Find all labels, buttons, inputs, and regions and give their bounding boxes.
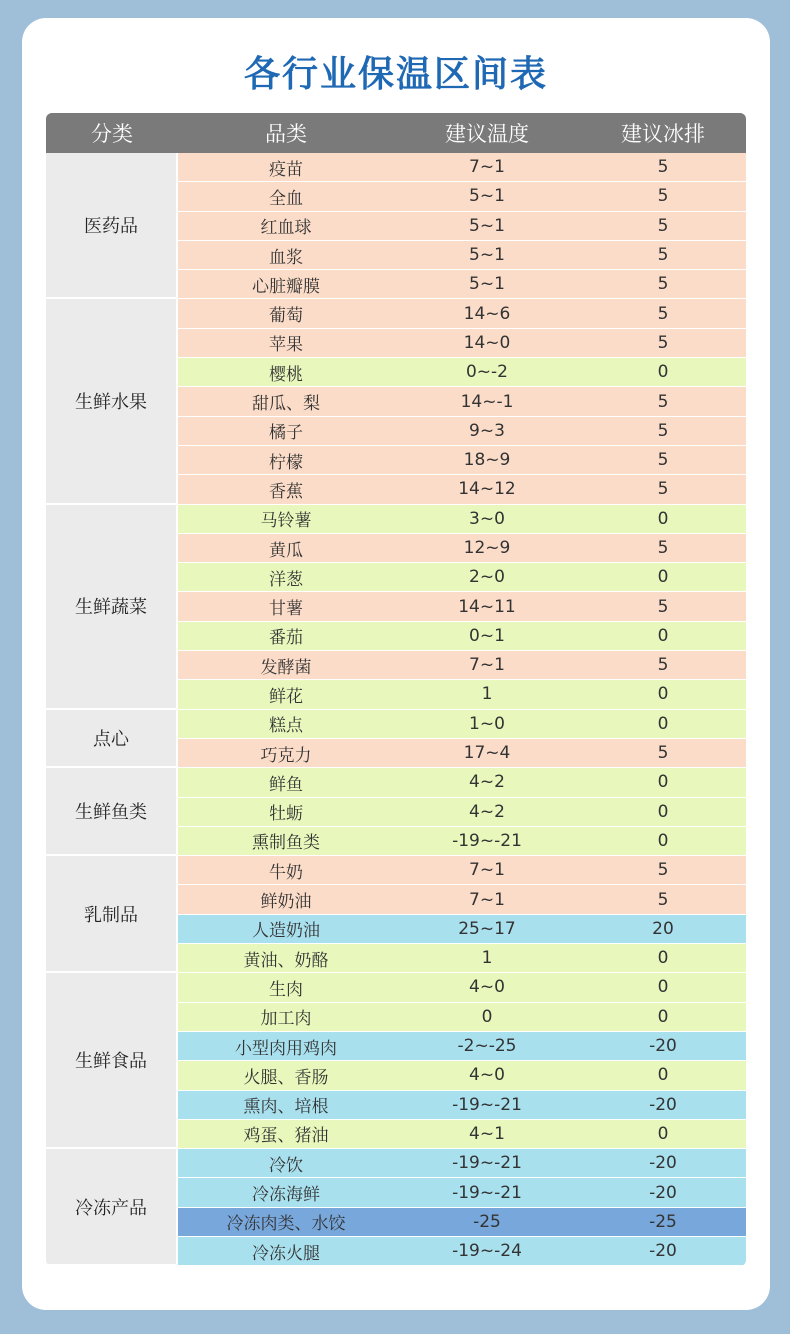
ice-pack-cell: 5 [580,739,746,768]
item-cell: 洋葱 [178,563,394,592]
table-row [46,973,746,1002]
temperature-cell: 14~12 [394,475,580,504]
header-category: 分类 [46,113,178,153]
category-cell: 点心 [46,710,178,769]
item-cell: 冷冻海鲜 [178,1178,394,1207]
temperature-cell: 7~1 [394,153,580,182]
ice-pack-cell: 5 [580,856,746,885]
ice-pack-cell: -20 [580,1032,746,1061]
table-row [46,299,746,328]
temperature-cell: 2~0 [394,563,580,592]
item-cell: 人造奶油 [178,915,394,944]
temperature-cell: 7~1 [394,856,580,885]
item-cell: 熏肉、培根 [178,1091,394,1120]
item-cell: 牛奶 [178,856,394,885]
ice-pack-cell: 0 [580,944,746,973]
table-header-row [46,113,746,153]
temperature-cell: 14~0 [394,329,580,358]
temperature-cell: -19~-21 [394,827,580,856]
temperature-cell: 1~0 [394,710,580,739]
temperature-cell: 5~1 [394,212,580,241]
temperature-cell: 14~11 [394,592,580,621]
item-cell: 全血 [178,182,394,211]
ice-pack-cell: 0 [580,1120,746,1149]
item-cell: 鲜奶油 [178,885,394,914]
temperature-cell: 0~-2 [394,358,580,387]
temperature-cell: -19~-24 [394,1237,580,1266]
category-cell: 生鲜水果 [46,299,178,504]
item-cell: 香蕉 [178,475,394,504]
item-cell: 熏制鱼类 [178,827,394,856]
item-cell: 柠檬 [178,446,394,475]
table-row [46,1149,746,1178]
ice-pack-cell: -25 [580,1208,746,1237]
ice-pack-cell: 0 [580,710,746,739]
temperature-cell: 14~6 [394,299,580,328]
category-cell: 医药品 [46,153,178,299]
temperature-table [46,113,746,1266]
temperature-cell: 0~1 [394,622,580,651]
item-cell: 冷冻肉类、水饺 [178,1208,394,1237]
item-cell: 冷饮 [178,1149,394,1178]
ice-pack-cell: 5 [580,270,746,299]
temperature-cell: 14~-1 [394,387,580,416]
header-ice-pack: 建议冰排 [580,113,746,153]
temperature-cell: -2~-25 [394,1032,580,1061]
temperature-cell: 17~4 [394,739,580,768]
temperature-cell: 5~1 [394,182,580,211]
temperature-cell: -19~-21 [394,1149,580,1178]
ice-pack-cell: 0 [580,680,746,709]
ice-pack-cell: 0 [580,973,746,1002]
ice-pack-cell: 0 [580,622,746,651]
table-row [46,768,746,797]
ice-pack-cell: 5 [580,885,746,914]
ice-pack-cell: 5 [580,299,746,328]
temperature-cell: 12~9 [394,534,580,563]
ice-pack-cell: 0 [580,1061,746,1090]
ice-pack-cell: -20 [580,1091,746,1120]
item-cell: 火腿、香肠 [178,1061,394,1090]
item-cell: 红血球 [178,212,394,241]
ice-pack-cell: 5 [580,534,746,563]
ice-pack-cell: 5 [580,182,746,211]
temperature-cell: 3~0 [394,505,580,534]
table-row [46,710,746,739]
ice-pack-cell: 5 [580,241,746,270]
table-row [46,856,746,885]
header-temperature: 建议温度 [394,113,580,153]
item-cell: 甜瓜、梨 [178,387,394,416]
ice-pack-cell: 5 [580,475,746,504]
item-cell: 葡萄 [178,299,394,328]
page-title: 各行业保温区间表 [243,54,548,95]
item-cell: 黄瓜 [178,534,394,563]
category-cell: 冷冻产品 [46,1149,178,1266]
item-cell: 橘子 [178,417,394,446]
item-cell: 樱桃 [178,358,394,387]
item-cell: 疫苗 [178,153,394,182]
ice-pack-cell: 0 [580,358,746,387]
temperature-table-wrapper [46,113,746,1266]
item-cell: 马铃薯 [178,505,394,534]
temperature-cell: 7~1 [394,651,580,680]
content-card [22,18,770,1310]
ice-pack-cell: -20 [580,1178,746,1207]
temperature-cell: -19~-21 [394,1091,580,1120]
ice-pack-cell: 0 [580,798,746,827]
table-body [46,153,746,1266]
item-cell: 鲜鱼 [178,768,394,797]
table-row [46,153,746,182]
temperature-cell: 9~3 [394,417,580,446]
item-cell: 血浆 [178,241,394,270]
ice-pack-cell: 5 [580,417,746,446]
ice-pack-cell: 0 [580,505,746,534]
category-cell: 生鲜蔬菜 [46,505,178,710]
item-cell: 黄油、奶酪 [178,944,394,973]
table-row [46,505,746,534]
temperature-cell: 7~1 [394,885,580,914]
ice-pack-cell: -20 [580,1149,746,1178]
temperature-cell: -25 [394,1208,580,1237]
temperature-cell: 25~17 [394,915,580,944]
item-cell: 加工肉 [178,1003,394,1032]
temperature-cell: 4~2 [394,768,580,797]
ice-pack-cell: -20 [580,1237,746,1266]
ice-pack-cell: 0 [580,827,746,856]
ice-pack-cell: 0 [580,563,746,592]
temperature-cell: 4~0 [394,1061,580,1090]
ice-pack-cell: 5 [580,153,746,182]
ice-pack-cell: 5 [580,329,746,358]
item-cell: 糕点 [178,710,394,739]
item-cell: 发酵菌 [178,651,394,680]
temperature-cell: 1 [394,680,580,709]
ice-pack-cell: 5 [580,387,746,416]
item-cell: 生肉 [178,973,394,1002]
item-cell: 冷冻火腿 [178,1237,394,1266]
temperature-cell: 1 [394,944,580,973]
temperature-cell: 4~1 [394,1120,580,1149]
item-cell: 番茄 [178,622,394,651]
temperature-cell: 4~2 [394,798,580,827]
ice-pack-cell: 5 [580,446,746,475]
category-cell: 生鲜鱼类 [46,768,178,856]
temperature-cell: 18~9 [394,446,580,475]
ice-pack-cell: 5 [580,651,746,680]
ice-pack-cell: 0 [580,1003,746,1032]
temperature-cell: 0 [394,1003,580,1032]
item-cell: 苹果 [178,329,394,358]
category-cell: 生鲜食品 [46,973,178,1149]
item-cell: 牡蛎 [178,798,394,827]
temperature-cell: 4~0 [394,973,580,1002]
item-cell: 心脏瓣膜 [178,270,394,299]
category-cell: 乳制品 [46,856,178,973]
ice-pack-cell: 0 [580,768,746,797]
temperature-cell: -19~-21 [394,1178,580,1207]
item-cell: 巧克力 [178,739,394,768]
temperature-cell: 5~1 [394,270,580,299]
ice-pack-cell: 5 [580,592,746,621]
ice-pack-cell: 5 [580,212,746,241]
header-item: 品类 [178,113,394,153]
item-cell: 鸡蛋、猪油 [178,1120,394,1149]
temperature-cell: 5~1 [394,241,580,270]
item-cell: 鲜花 [178,680,394,709]
item-cell: 甘薯 [178,592,394,621]
ice-pack-cell: 20 [580,915,746,944]
item-cell: 小型肉用鸡肉 [178,1032,394,1061]
